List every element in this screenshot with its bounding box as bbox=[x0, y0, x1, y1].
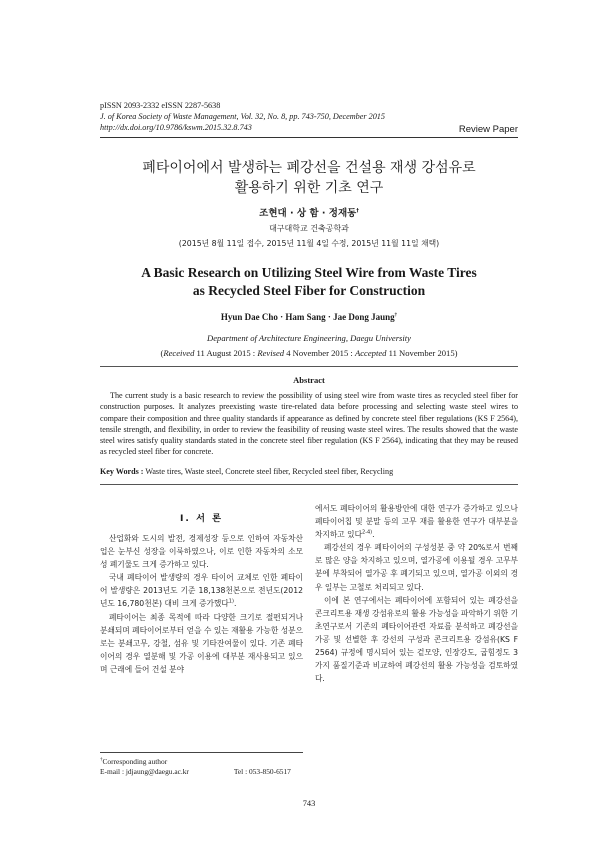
footnote bbox=[100, 757, 330, 777]
paragraph-text: 국내 폐타이어 발생량의 경우 타이어 교체로 인한 폐타이어 발생량은 2013년도 기준 18,138천본으로 전년도(2012년도 16,780천본) 대비 크게 증가했다 bbox=[100, 573, 303, 609]
english-title bbox=[100, 264, 518, 300]
citation-ref: 2-4) bbox=[362, 529, 373, 536]
footnote-mark: † bbox=[100, 757, 103, 763]
revised-label: Revised bbox=[257, 348, 285, 358]
korean-authors bbox=[100, 205, 518, 219]
english-dates bbox=[100, 348, 518, 358]
received-date: 11 August 2015 : bbox=[194, 348, 258, 358]
article-type: Review Paper bbox=[458, 124, 518, 135]
citation-ref: 1) bbox=[228, 598, 234, 605]
section-heading: I. 서 론 bbox=[179, 513, 224, 524]
keywords bbox=[100, 467, 518, 476]
journal-info bbox=[100, 100, 385, 133]
right-column bbox=[315, 502, 518, 685]
footnote-label-line bbox=[100, 757, 330, 767]
paragraph bbox=[315, 502, 518, 541]
paragraph-end: . bbox=[233, 599, 237, 609]
korean-title-line1: 폐타이어에서 발생하는 폐강선을 건설용 재생 강섬유로 bbox=[142, 160, 476, 176]
keywords-label: Key Words : bbox=[100, 467, 144, 476]
received-label: Received bbox=[163, 348, 195, 358]
english-author-names: Hyun Dae Cho · Ham Sang · Jae Dong Jaung bbox=[220, 312, 395, 322]
paragraph bbox=[100, 571, 303, 610]
korean-dates: (2015년 8월 11일 접수, 2015년 11월 4일 수정, 2015년 11월 11일 채택) bbox=[178, 239, 440, 248]
abstract-body: The current study is a basic research to review the possibility of using steel wire from waste tires as recycled steel fiber for construction purposes. It analyzes preexisting waste tire-related data before processing and selecting waste steel wires to compare their composition and three quality standards if appearance as defined by concrete steel fiber regulations (KS F 2564), tensile strength, and flexibility, in order to review the feasibility of reusing waste steel wires. The results showed that the waste steel wires satisfy quality standards stated in the concrete steel fiber regulation (KS F 2564), indicating that they may be reused as recycled steel fiber for concrete. bbox=[100, 391, 518, 457]
footnote-contact bbox=[100, 767, 330, 777]
footnote-label: Corresponding author bbox=[102, 757, 168, 766]
header-rule bbox=[100, 137, 518, 138]
paragraph-text: 에서도 폐타이어의 활용방안에 대한 연구가 증가하고 있으나 폐타이어칩 및 분말 등의 고무 재를 활용한 연구가 대부분을 차지하고 있다 bbox=[315, 504, 518, 540]
korean-title-line2: 활용하기 위한 기초 연구 bbox=[234, 180, 384, 196]
paragraph: 이에 본 연구에서는 폐타이어에 포함되어 있는 폐강선을 콘크리트용 재생 강섬유로의 활용 가능성을 파악하기 위한 기초연구로서 기존의 폐타이어관련 자료를 분석하고 폐강선을 가공 및 선별한 후 강선의 구성과 콘크리트용 강섬유(KS F 2564) 규정에 명시되어 있는 겉모양, 인장강도, 굽힘정도 3가지 품질기준과 비교하여 폐강선의 활용 가능성을 검토하였다. bbox=[315, 595, 518, 684]
keywords-rule bbox=[100, 484, 518, 485]
abstract-heading: Abstract bbox=[293, 375, 325, 385]
english-title-line1: A Basic Research on Utilizing Steel Wire from Waste Tires bbox=[141, 265, 477, 280]
abstract-top-rule bbox=[100, 366, 518, 367]
doi-link[interactable]: http://dx.doi.org/10.9786/kswm.2015.32.8.743 bbox=[100, 123, 252, 132]
paragraph-end: . bbox=[372, 530, 375, 540]
korean-author-names: 조현대 · 상 함 · 정재동 bbox=[259, 208, 357, 219]
accepted-date: 11 November 2015) bbox=[386, 348, 458, 358]
journal-citation: J. of Korea Society of Waste Management, Vol. 32, No. 8, pp. 743-750, December 2015 bbox=[100, 112, 385, 121]
footnote-rule bbox=[100, 752, 303, 753]
issn: pISSN 2093-2332 eISSN 2287-5638 bbox=[100, 101, 221, 110]
footnote-email[interactable]: E-mail : jdjaung@daegu.ac.kr bbox=[100, 767, 189, 776]
korean-affiliation: 대구대학교 건축공학과 bbox=[269, 224, 349, 233]
accepted-label: Accepted bbox=[354, 348, 387, 358]
page-number: 743 bbox=[302, 799, 316, 808]
paragraph: 산업화와 도시의 발전, 경제성장 등으로 인하여 자동차산업은 눈부신 성장을 이룩하였으나, 이로 인한 자동차의 소모성 폐기물도 크게 증가하고 있다. bbox=[100, 534, 303, 570]
english-title-line2: as Recycled Steel Fiber for Construction bbox=[192, 283, 426, 298]
paragraph: 폐타이어는 최종 목적에 따라 다양한 크기로 절편되거나 분쇄되며 폐타이어로부터 얻을 수 있는 재활용 가능한 성분으로는 분쇄고무, 강철, 섬유 및 기타잔여물이 있다. 기존 폐타이어의 경우 열분해 및 가공 이용에 대부분 재사용되고 있으며 근래에 들어 건설 분야 bbox=[100, 612, 303, 674]
left-column bbox=[100, 532, 303, 676]
korean-corresponding-mark: † bbox=[356, 207, 359, 214]
footnote-tel: Tel : 053-850-6517 bbox=[233, 767, 291, 776]
paragraph: 폐강선의 경우 폐타이어의 구성성분 중 약 20%로서 번째로 많은 양을 차지하고 있으며, 열가공에 이용될 경우 고무부분에 부착되어 열가공 후 폐기되고 있으며, 열가공 이외의 경우 일부는 고철로 처리되고 있다. bbox=[315, 543, 518, 592]
dates-open: ( bbox=[160, 348, 164, 358]
korean-title bbox=[100, 158, 518, 198]
english-affiliation: Department of Architecture Engineering, Daegu University bbox=[207, 333, 411, 343]
english-authors bbox=[100, 312, 518, 322]
revised-date: 4 November 2015 : bbox=[284, 348, 355, 358]
keywords-list: Waste tires, Waste steel, Concrete steel fiber, Recycled steel fiber, Recycling bbox=[143, 467, 394, 476]
english-corresponding-mark: † bbox=[394, 313, 398, 318]
